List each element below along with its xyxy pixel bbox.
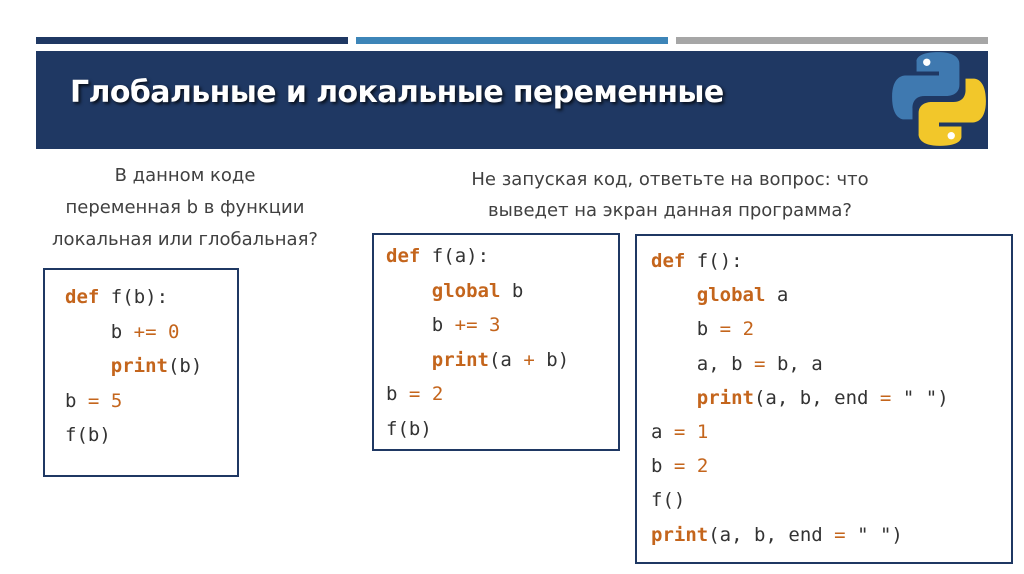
code-line: def f(): (651, 250, 743, 272)
code-line: b = 2 (386, 383, 444, 405)
code-line: print(b) (110, 355, 203, 377)
question-left (30, 160, 340, 256)
question-right-line-2: выведет на экран данная программа? (488, 200, 852, 221)
question-left-line-1: В данном коде (114, 165, 256, 186)
code-listing-2 (386, 239, 569, 446)
question-right-line-1: Не запуская код, ответьте на вопрос: что (471, 169, 869, 190)
code-line: f() (651, 489, 686, 512)
slide-title: Глобальные и локальные переменные (70, 75, 724, 110)
code-box-2 (372, 233, 620, 451)
code-line: print(a + b) (431, 348, 570, 371)
code-line: a = 1 (651, 421, 709, 444)
code-line: b = 5 (65, 389, 123, 412)
code-line: print(a, b, end = " ") (696, 386, 949, 409)
header-stripe-navy (36, 37, 348, 44)
code-line: global a (696, 284, 789, 307)
code-line: def f(b): (65, 286, 169, 308)
question-left-line-3: локальная или глобальная? (52, 229, 318, 250)
code-line: f(b) (65, 424, 111, 446)
code-line: b += 3 (431, 314, 501, 336)
code-box-1 (43, 268, 239, 477)
python-logo-icon (888, 48, 990, 150)
code-line: a, b = b, a (696, 352, 823, 375)
code-line: b = 2 (651, 455, 709, 478)
code-listing-3 (651, 244, 949, 552)
code-line: def f(a): (386, 245, 490, 267)
header-stripe-blue (356, 37, 668, 44)
code-line: global b (431, 279, 524, 302)
code-line: b += 0 (110, 320, 180, 343)
header-stripe-gray (676, 37, 988, 44)
code-box-3 (635, 234, 1013, 564)
code-listing-1 (65, 280, 202, 453)
code-line: print(a, b, end = " ") (651, 523, 903, 546)
code-line: f(b) (386, 417, 432, 440)
code-line: b = 2 (696, 318, 755, 341)
question-right (430, 164, 910, 226)
question-left-line-2: переменная b в функции (65, 197, 305, 218)
